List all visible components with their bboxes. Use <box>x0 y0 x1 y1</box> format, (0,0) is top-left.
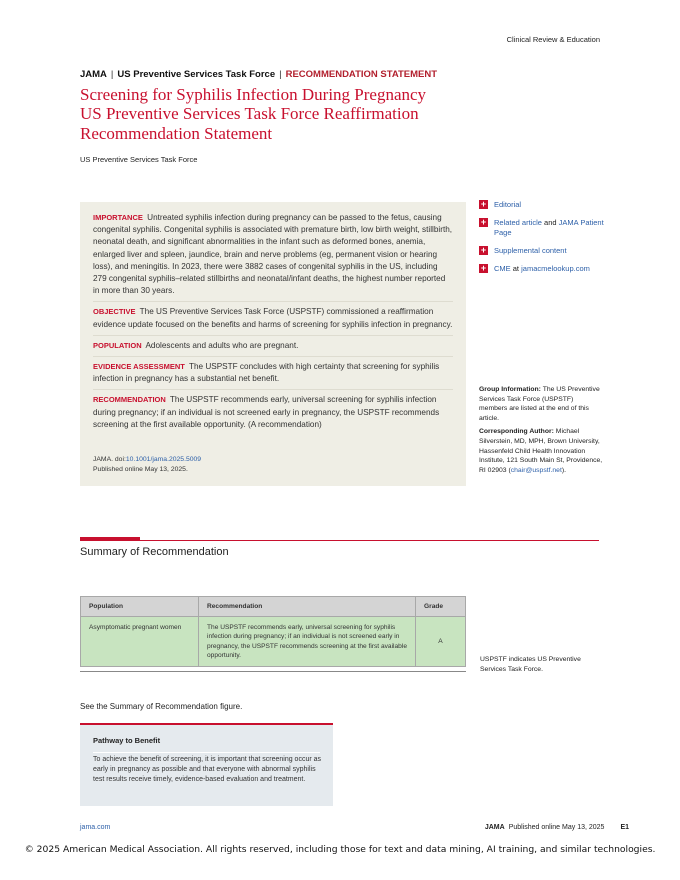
grade-cell: A <box>416 617 466 667</box>
citation <box>93 455 201 474</box>
published-date: Published online May 13, 2025. <box>93 465 188 473</box>
pathway-title: Pathway to Benefit <box>93 736 161 745</box>
column-header: Recommendation <box>199 597 416 617</box>
email-link[interactable]: chair@uspstf.net <box>510 466 562 474</box>
article-subtitle: US Preventive Services Task Force Reaffirmation Recommendation Statement <box>80 104 419 143</box>
cme-url[interactable]: jamacmelookup.com <box>521 264 590 273</box>
page-number: E1 <box>620 824 629 831</box>
separator: | <box>279 69 282 80</box>
author-line: US Preventive Services Task Force <box>80 155 198 164</box>
plus-icon: + <box>480 217 487 227</box>
importance-paragraph <box>93 212 453 302</box>
section-divider-accent <box>80 537 140 541</box>
footer-site-link[interactable]: jama.com <box>80 824 111 831</box>
supplemental-link[interactable] <box>479 246 609 256</box>
table-row <box>81 617 466 667</box>
and-text: and <box>544 218 557 227</box>
patient-page-label[interactable]: JAMA Patient Page <box>494 218 604 237</box>
table-bottom-rule <box>80 671 466 672</box>
footer-journal: JAMA <box>484 824 505 831</box>
doi-link[interactable]: 10.1001/jama.2025.5009 <box>125 456 202 463</box>
article-title: Screening for Syphilis Infection During Pregnancy <box>80 85 427 104</box>
table-note: USPSTF indicates US Preventive Services Task Force. <box>480 656 581 673</box>
group-info-label: Group Information: <box>479 386 541 393</box>
editorial-link[interactable] <box>479 200 609 210</box>
category: US Preventive Services Task Force <box>117 69 276 80</box>
group-info: Group Information: The US Preventive Services Task Force (USPSTF) members are listed at the end of this article. Corresponding Author: Michael Silverstein, MD, MPH, Brown University, Hassenfeld Child Health Innovation Institute, 121 South Main St, Providence, RI 02903 (chair@uspstf.net). <box>479 386 603 474</box>
plus-icon: + <box>480 263 487 273</box>
side-links <box>479 200 609 282</box>
cme-label[interactable]: CME <box>494 264 511 273</box>
see-summary-figure: See the Summary of Recommendation figure. <box>80 702 243 711</box>
section-label: Clinical Review & Education <box>506 35 600 44</box>
group-info-text: The US Preventive Services Task Force (USPSTF) members are listed at the end of this article. <box>479 386 600 422</box>
pathway-box <box>80 723 333 806</box>
evidence-text: The USPSTF concludes with high certainty that screening for syphilis infection in pregnancy has a substantial net benefit. <box>93 362 440 384</box>
separator: | <box>110 69 114 80</box>
column-header: Population <box>81 597 199 617</box>
editorial-label[interactable]: Editorial <box>494 200 522 209</box>
recommendation-paragraph <box>93 394 453 435</box>
population-text: Adolescents and adults who are pregnant. <box>145 340 299 350</box>
pathway-text: To achieve the benefit of screening, it is important that screening occur as early in pregnancy as possible and that everyone with abnormal syphilis test results receive timely, evidence-based evaluation and treatment. <box>93 756 322 784</box>
evidence-label: EVIDENCE ASSESSMENT <box>93 362 185 372</box>
cme-link[interactable] <box>479 264 609 274</box>
column-header: Grade <box>416 597 466 617</box>
related-article-label[interactable]: Related article <box>494 218 542 227</box>
copyright-notice: © 2025 American Medical Association. All rights reserved, including those for text and data mining, AI training, and similar technologies. <box>24 844 656 855</box>
plus-icon: + <box>480 245 487 255</box>
abstract-box <box>80 202 466 486</box>
plus-icon: + <box>480 199 487 209</box>
importance-text: Untreated syphilis infection during pregnancy can be passed to the fetus, causing congenital syphilis. Congenital syphilis is associated with premature birth, low birth weight, stillbirth, neonatal death, and significant abnormalities in the infant such as deformed bones, anemia, enlarged liver and spleen, jaundice, brain and nerve problems (eg, permanent vision or hearing loss), and meningitis. In 2023, there were 3882 cases of congenital syphilis in the US, including 279 congenital syphilis–related stillbirths and neonatal/infant deaths, the highest number reported in more than 30 years. <box>93 213 453 296</box>
article-type: RECOMMENDATION STATEMENT <box>285 69 438 80</box>
table-header-row <box>81 597 466 617</box>
summary-title: Summary of Recommendation <box>80 546 229 558</box>
corresponding-text: Michael Silverstein, MD, MPH, Brown University, Hassenfeld Child Health Innovation Institute, 121 South Main St, Providence, RI 02903 <box>479 428 603 474</box>
recommendation-label: RECOMMENDATION <box>93 395 166 405</box>
at-text: at <box>512 264 520 273</box>
evidence-paragraph <box>93 361 453 390</box>
journal-name: JAMA <box>80 69 107 80</box>
pathway-divider <box>93 752 320 753</box>
recommendation-cell: The USPSTF recommends early, universal screening for syphilis infection during pregnancy; if an individual is not screened early in pregnancy, the USPSTF recommends screening at the first available opportunity. <box>199 617 416 667</box>
related-article-link[interactable] <box>479 218 609 238</box>
objective-text: The US Preventive Services Task Force (USPSTF) commissioned a reaffirmation evidence update focused on the benefits and harms of screening for syphilis infection in pregnancy. <box>93 307 453 329</box>
importance-label: IMPORTANCE <box>93 213 143 222</box>
journal-line <box>80 69 437 80</box>
footer-info <box>485 824 629 831</box>
population-cell: Asymptomatic pregnant women <box>81 617 199 667</box>
footer-published: Published online May 13, 2025 <box>508 824 605 831</box>
recommendation-table <box>80 596 466 667</box>
population-label: POPULATION <box>93 340 142 350</box>
objective-label: OBJECTIVE <box>93 307 136 317</box>
section-divider-line <box>140 540 599 541</box>
citation-prefix: JAMA. doi: <box>93 456 126 463</box>
population-paragraph <box>93 340 453 357</box>
corresponding-label: Corresponding Author: <box>479 428 554 436</box>
supplemental-label[interactable]: Supplemental content <box>494 246 567 255</box>
recommendation-text: The USPSTF recommends early, universal screening for syphilis infection during pregnancy; if an individual is not screened early in pregnancy, the USPSTF recommends screening at the first available opportunity. (A recommendation) <box>93 395 440 429</box>
objective-paragraph <box>93 306 453 335</box>
